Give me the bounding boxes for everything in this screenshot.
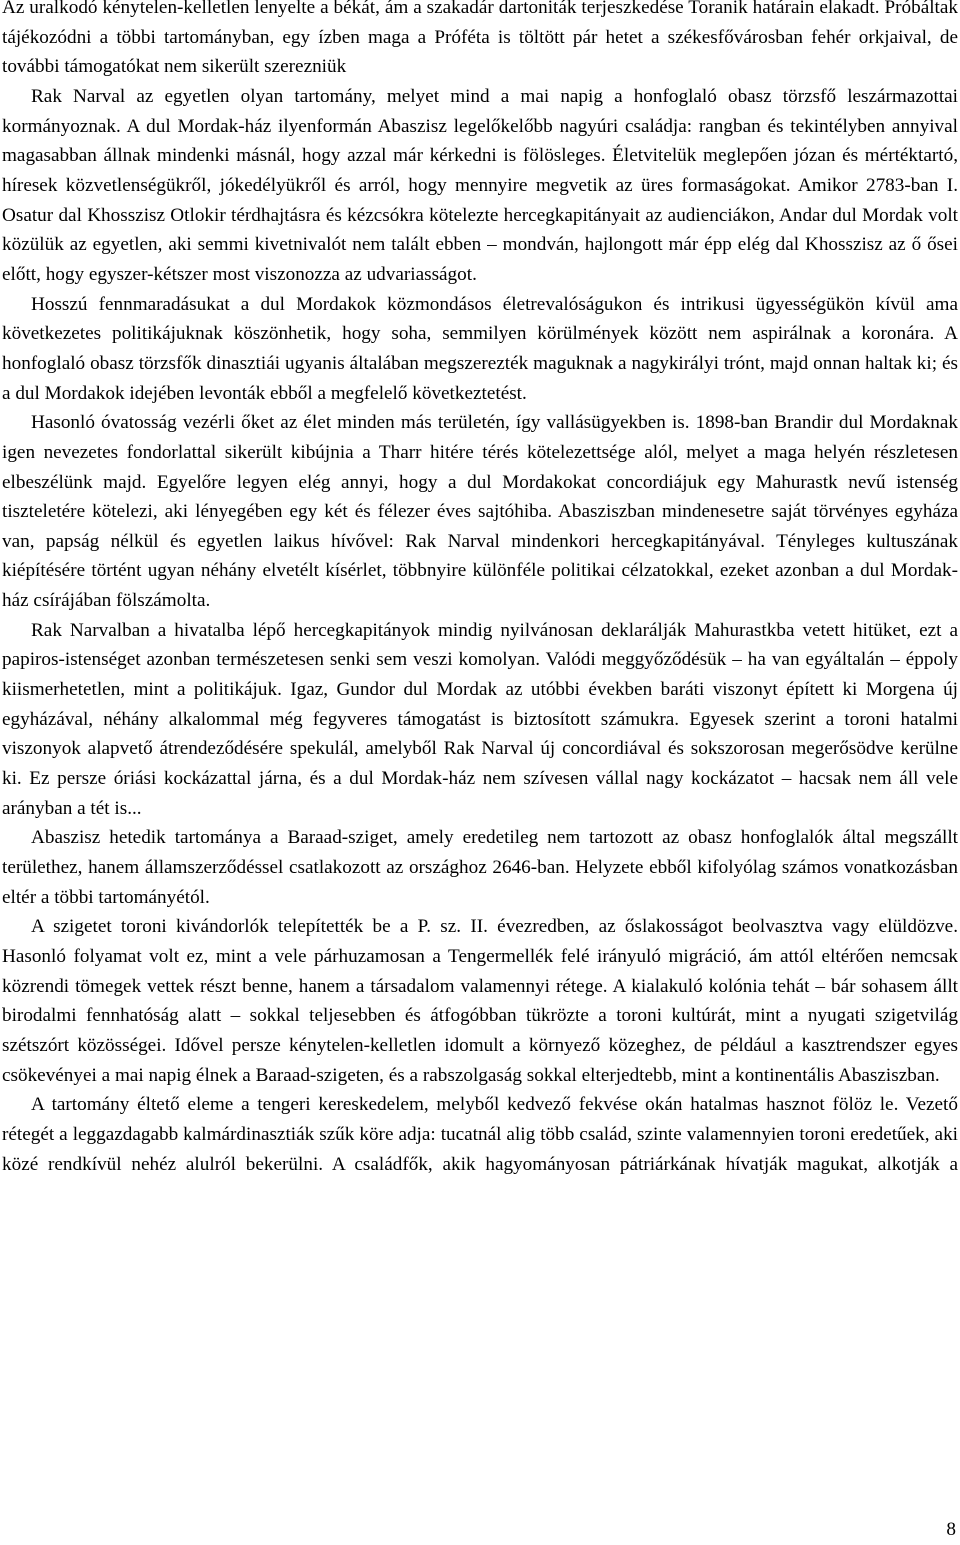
paragraph-4: Hasonló óvatosság vezérli őket az élet minden más területén, így vallásügyekben is. 1898-ban Brandir dul Mordaknak igen nevezetes fondorlattal sikerült kibújnia a Tharr hitére térés kötelezettsége alól, melyet a maga helyén részletesen elbeszélünk majd. Egyelőre legyen elég annyi, hogy a dul Mordakokat concordiájuk egy Mahurastk nevű istenség tiszteletére kötelezi, aki lényegében egy két és félezer éves sajtóhiba. Abasziszban mindenesetre saját törvényes egyháza van, papság nélkül és egyetlen laikus hívővel: Rak Narval mindenkori hercegkapitányával. Tényleges kultuszának kiépítésére történt ugyan néhány elvetélt kísérlet, többnyire különféle politikai célzatokkal, ezeket azonban a dul Mordak-ház csírájában fölszámolta. bbox=[2, 412, 958, 612]
body-text bbox=[2, 0, 958, 1179]
paragraph-8: A tartomány éltető eleme a tengeri kereskedelem, melyből kedvező fekvése okán hatalmas hasznot fölöz le. Vezető rétegét a leggazdagabb kalmárdinasztiák szűk köre adja: tucatnál alig több család, szinte valamennyien toroni eredetűek, aki közé rendkívül nehéz alulról bekerülni. A családfők, akik hagyományosan pátriárkának hívatják magukat, alkotják a bbox=[2, 1094, 958, 1175]
paragraph-6: Abaszisz hetedik tartománya a Baraad-sziget, amely eredetileg nem tartozott az obasz honfoglalók által megszállt területhez, hanem államszerződéssel csatlakozott az országhoz 2646-ban. Helyzete ebből kifolyólag számos vonatkozásban eltér a többi tartományétól. bbox=[2, 827, 958, 908]
paragraph-5: Rak Narvalban a hivatalba lépő hercegkapitányok mindig nyilvánosan deklarálják Mahurastkba vetett hitüket, ezt a papiros-istenséget azonban természetesen senki sem veszi komolyan. Valódi meggyőződésük – ha van egyáltalán – éppoly kiismerhetetlen, mint a politikájuk. Igaz, Gundor dul Mordak az utóbbi években baráti viszonyt épített ki Morgena új egyházával, néhány alkalommal még fegyveres támogatást is biztosított számukra. Egyesek szerint a toroni hatalmi viszonyok alapvető átrendeződésére spekulál, amelyből Rak Narval új concordiával és sokszorosan megerősödve kerülne ki. Ez persze óriási kockázattal járna, és a dul Mordak-ház nem szívesen vállal nagy kockázatot – hacsak nem áll vele arányban a tét is... bbox=[2, 619, 958, 819]
paragraph-3: Hosszú fennmaradásukat a dul Mordakok közmondásos életrevalóságukon és intrikusi ügyességükön kívül ama következetes politikájuknak köszönhetik, hogy soha, semmilyen körülmények között nem aspirálnak a koronára. A honfoglaló obasz törzsfők dinasztiái ugyanis általában megszerezték maguknak a nagykirályi trónt, majd onnan haltak ki; és a dul Mordakok idejében levonták ebből a megfelelő következtetést. bbox=[2, 293, 958, 404]
page-number: 8 bbox=[946, 1519, 956, 1540]
paragraph-2: Rak Narval az egyetlen olyan tartomány, melyet mind a mai napig a honfoglaló obasz törzsfő leszármazottai kormányoznak. A dul Mordak-ház ilyenformán Abaszisz legelőkelőbb nagyúri családja: rangban és tekintélyben annyival magasabban állnak mindenki másnál, hogy azzal már kérkedni is fölösleges. Életvitelük meglepően józan és mértéktartó, híresek közvetlenségükről, jókedélyükről és arról, hogy mennyire megvetik az üres formaságokat. Amikor 2783-ban I. Osatur dal Khosszisz Otlokir térdhajtásra és kézcsókra kötelezte hercegkapitányait az audienciákon, Andar dul Mordak volt közülük az egyetlen, aki semmi kivetnivalót nem talált ebben – mondván, hajlongott már épp elég dal Khosszisz az ő ősei előtt, hogy egyszer-kétszer most viszonozza az udvariasságot. bbox=[2, 85, 958, 285]
paragraph-1: Az uralkodó kénytelen-kelletlen lenyelte a békát, ám a szakadár dartoniták terjeszkedése Toranik határain elakadt. Próbáltak tájékozódni a többi tartományban, egy ízben maga a Próféta is töltött pár hetet a székesfővárosban fehér orkjaival, de további támogatókat nem sikerült szerezniük bbox=[2, 0, 958, 78]
paragraph-7: A szigetet toroni kivándorlók telepítették be a P. sz. II. évezredben, az őslakosságot beolvasztva vagy elüldözve. Hasonló folyamat volt ez, mint a vele párhuzamosan a Tengermellék felé irányuló migráció, ám attól eltérően nemcsak közrendi tömegek vettek részt benne, hanem a társadalom valamennyi rétege. A kialakuló kolónia tehát – bár sohasem állt birodalmi fennhatóság alatt – sokkal teljesebben és átfogóbban tükrözte a toroni kultúrát, mint a nyugati szigetvilág szétszórt közösségei. Idővel persze kénytelen-kelletlen idomult a környező közeghez, de például a kasztrendszer egyes csökevényei a mai napig élnek a Baraad-szigeten, és a rabszolgaság sokkal elterjedtebb, mint a kontinentális Abasziszban. bbox=[2, 916, 958, 1086]
